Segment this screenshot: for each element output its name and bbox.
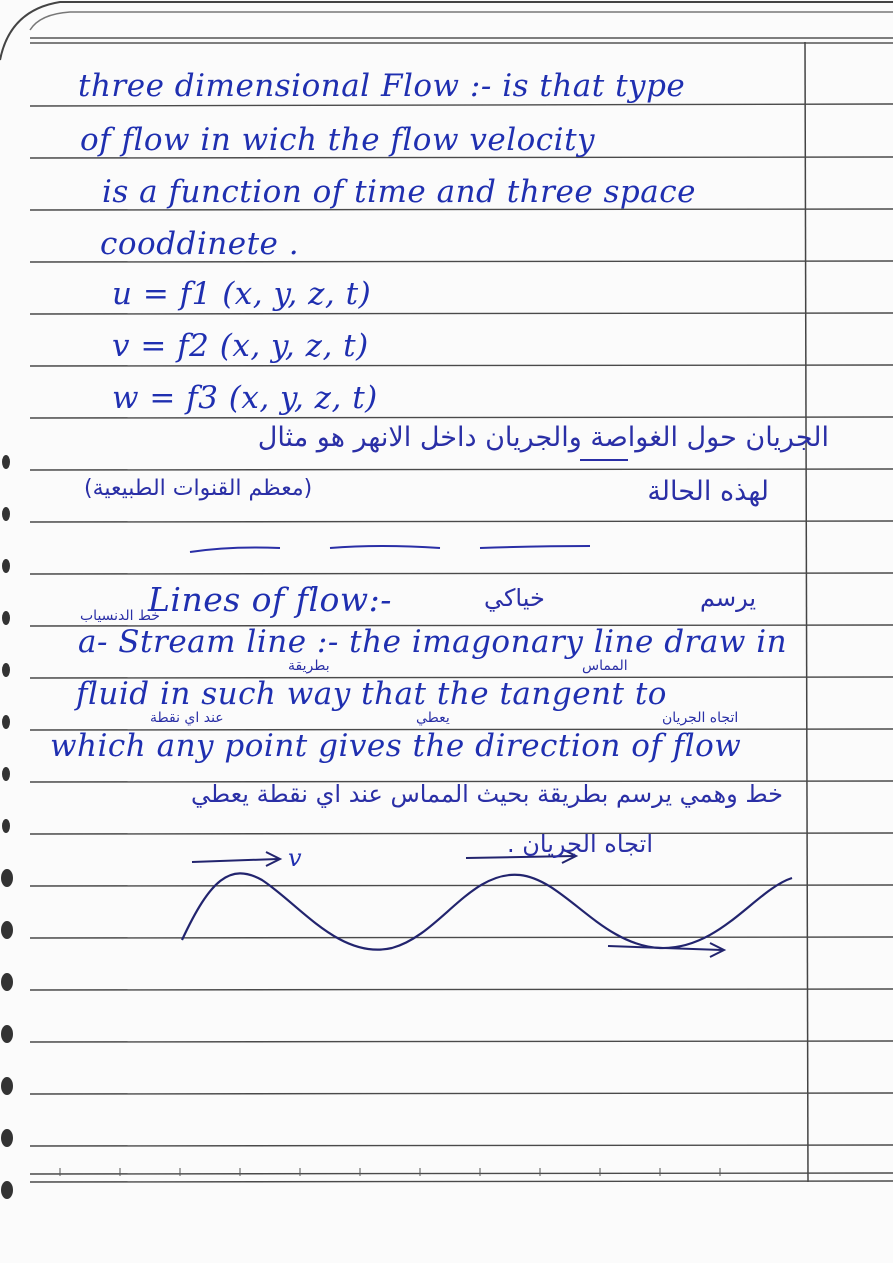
gloss-tangent: المماس [582, 658, 628, 674]
stream-line-1: a- Stream line :- the imagonary line draw in [78, 624, 788, 660]
stream-line-3: which any point gives the direction of flow [50, 728, 742, 764]
arabic-line-1: الجريان حول الغواصة والجريان داخل الانهر هو مثال [257, 422, 829, 453]
arabic-line-2-right: لهذه الحالة [647, 476, 769, 507]
gloss-streamline: خط الدنسياب [80, 608, 160, 624]
velocity-arrow-1 [192, 852, 280, 866]
equation-w: w = f3 (x, y, z, t) [112, 380, 378, 416]
stream-line-2: fluid in such way that the tangent to [76, 676, 667, 712]
gloss-way: بطريقة [288, 658, 330, 674]
equation-v: v = f2 (x, y, z, t) [112, 328, 369, 364]
arabic-definition-1: خط وهمي يرسم بطريقة بحيث المماس عند اي نقطة يعطي [191, 780, 783, 808]
section-title: Lines of flow:- [148, 580, 392, 619]
gloss-gives: يعطي [416, 710, 450, 726]
section-gloss-right: يرسم [700, 584, 757, 612]
equation-u: u = f1 (x, y, z, t) [112, 276, 372, 312]
text-line-4: cooddinete . [100, 226, 300, 262]
arabic-definition-2: اتجاه الجريان . [507, 830, 653, 858]
separator-squiggle [190, 546, 590, 552]
gloss-direction: اتجاه الجريان [662, 710, 739, 726]
text-line-2: of flow in wich the flow velocity [80, 122, 596, 158]
margin-line [805, 42, 808, 1182]
top-binding-edge [0, 2, 893, 60]
velocity-arrow-3 [608, 943, 724, 957]
section-gloss-mid: خياكي [484, 584, 545, 612]
heading-line-1: three dimensional Flow :- is that type [78, 68, 686, 104]
gloss-any-point: عند اي نقطة [150, 710, 224, 726]
spiral-holes [1, 455, 13, 1199]
velocity-label: v [288, 844, 302, 872]
text-line-3: is a function of time and three space [102, 174, 696, 210]
arabic-line-2-left: (معظم القنوات الطبيعية) [84, 476, 313, 501]
